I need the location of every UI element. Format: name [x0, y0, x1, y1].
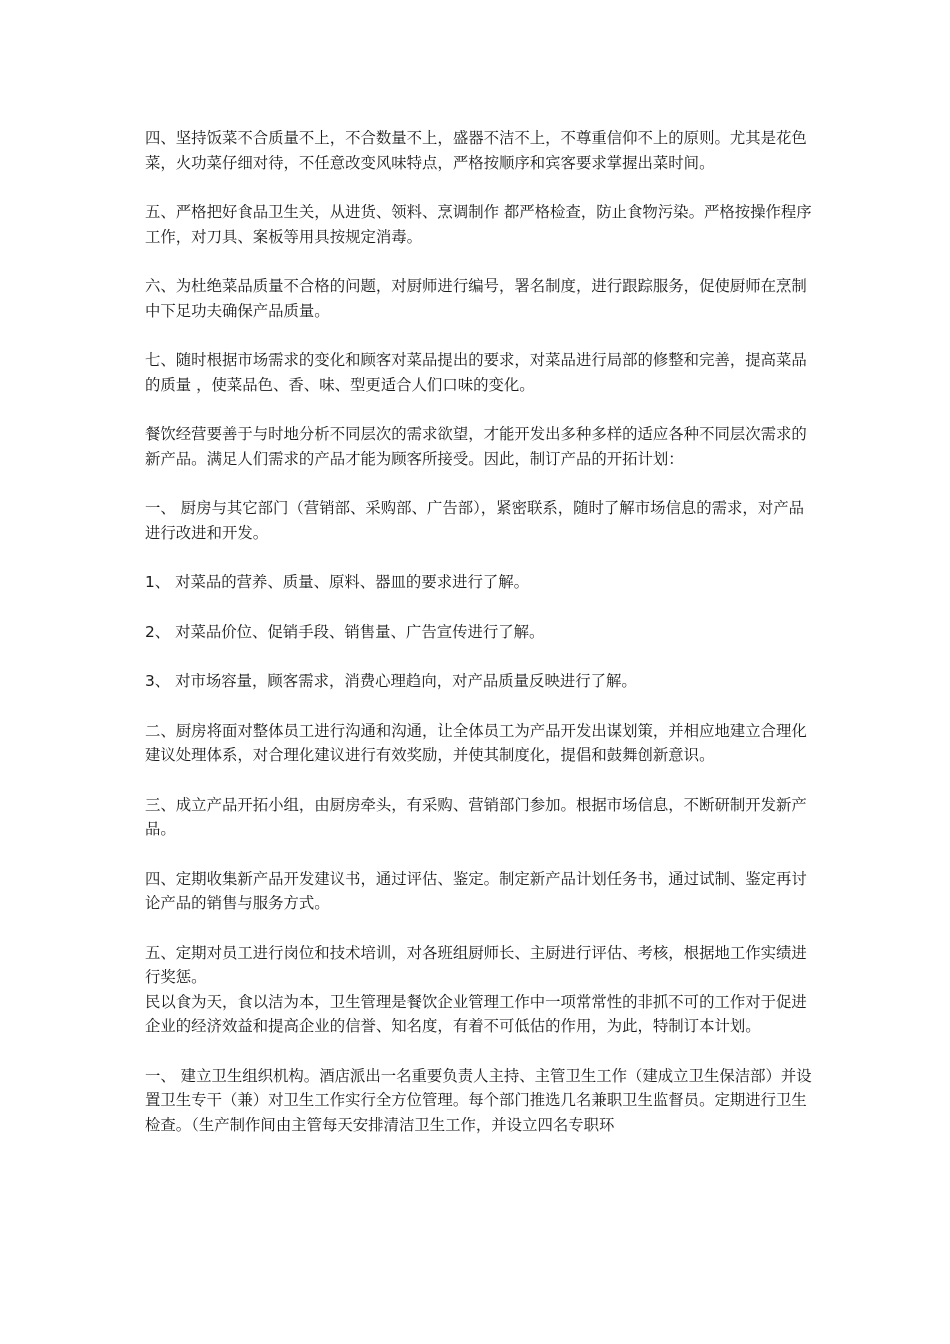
paragraph-food-hygiene: 五、严格把好食品卫生关，从进货、领料、烹调制作 都严格检查，防止食物污染。严格按操作程序工作，对刀具、案板等用具按规定消毒。 [145, 203, 812, 246]
paragraph-hygiene-item-1: 一、 建立卫生组织机构。酒店派出一名重要负责人主持、主管卫生工作（建成立卫生保洁部）并设置卫生专干（兼）对卫生工作实行全方位管理。每个部门推选几名兼职卫生监督员。定期进行卫生检查。（生产制作间由主管每天安排清洁卫生工作，并设立四名专职环 [145, 1066, 812, 1134]
paragraph-plan-item-5: 五、定期对员工进行岗位和技术培训，对各班组厨师长、主厨进行评估、考核，根据地工作实绩进行奖惩。 [145, 943, 807, 986]
paragraph-quality-principle: 四、坚持饭菜不合质量不上，不合数量不上，盛器不洁不上，不尊重信仰不上的原则。尤其是花色菜，火功菜仔细对待，不任意改变风味特点，严格按顺序和宾客要求掌握出菜时间。 [145, 129, 807, 172]
paragraph-plan-item-1: 一、 厨房与其它部门（营销部、采购部、广告部），紧密联系，随时了解市场信息的需求，对产品进行改进和开发。 [145, 499, 804, 542]
paragraph-development-intro: 餐饮经营要善于与时地分析不同层次的需求欲望，才能开发出多种多样的适应各种不同层次需求的新产品。满足人们需求的产品才能为顾客所接受。因此，制订产品的开拓计划： [145, 425, 807, 468]
paragraph-plan-item-4: 四、定期收集新产品开发建议书，通过评估、鉴定。制定新产品计划任务书，通过试制、鉴定再讨论产品的销售与服务方式。 [145, 869, 807, 912]
paragraph-plan-item-3: 三、成立产品开拓小组，由厨房牵头，有采购、营销部门参加。根据市场信息，不断研制开发新产品。 [145, 795, 807, 838]
paragraph-hygiene-intro: 民以食为天，食以洁为本，卫生管理是餐饮企业管理工作中一项常常性的非抓不可的工作对于促进企业的经济效益和提高企业的信誉、知名度，有着不可低估的作用，为此，特制订本计划。 [145, 992, 807, 1035]
paragraph-chef-numbering: 六、为杜绝菜品质量不合格的问题，对厨师进行编号，署名制度，进行跟踪服务，促使厨师在烹制中下足功夫确保产品质量。 [145, 277, 807, 320]
paragraph-market-adjustment: 七、随时根据市场需求的变化和顾客对菜品提出的要求，对菜品进行局部的修整和完善，提高菜品的质量 ，使菜品色、香、味、型更适合人们口味的变化。 [145, 351, 807, 394]
paragraph-plan-item-2: 二、厨房将面对整体员工进行沟通和沟通，让全体员工为产品开发出谋划策，并相应地建立合理化建议处理体系，对合理化建议进行有效奖励，并使其制度化，提倡和鼓舞创新意识。 [145, 721, 807, 764]
paragraph-subitem-2: 2、 对菜品价位、促销手段、销售量、广告宣传进行了解。 [145, 622, 545, 641]
paragraph-subitem-1: 1、 对菜品的营养、质量、原料、器皿的要求进行了解。 [145, 573, 530, 591]
paragraph-subitem-3: 3、 对市场容量，顾客需求，消费心理趋向，对产品质量反映进行了解。 [145, 672, 637, 690]
document-body [145, 126, 817, 1137]
